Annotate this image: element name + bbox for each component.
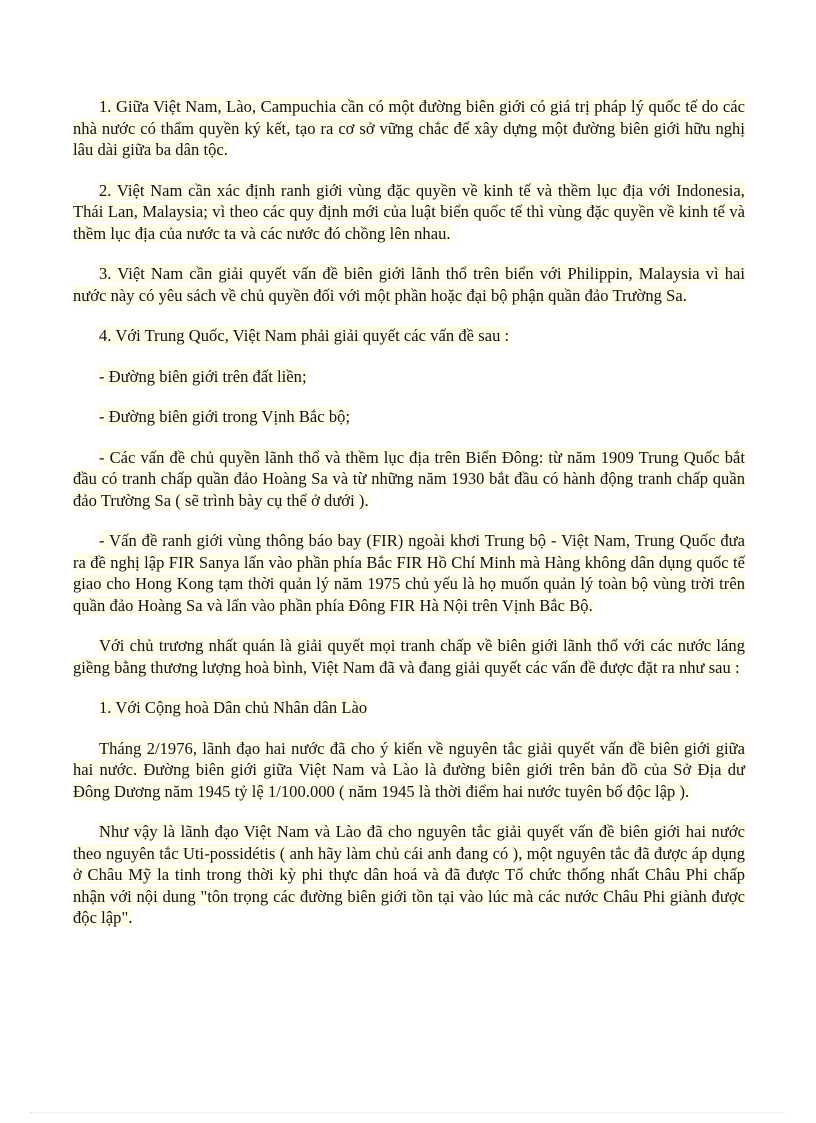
paragraph-12 bbox=[73, 821, 745, 929]
paragraph-11-text: Tháng 2/1976, lãnh đạo hai nước đã cho ý kiến về nguyên tắc giải quyết vấn đề biên giới giữa hai nước. Đường biên giới giữa Việt Nam và Lào là đường biên giới trên bản đồ của Sở Địa dư Đông Dương năm 1945 tỷ lệ 1/100.000 ( năm 1945 là thời điểm hai nước tuyên bố độc lập ). bbox=[73, 738, 745, 801]
paragraph-1-text: 1. Giữa Việt Nam, Lào, Campuchia cần có một đường biên giới có giá trị pháp lý quốc tế do các nhà nước có thẩm quyền ký kết, tạo ra cơ sở vững chắc để xây dựng một đường biên giới hữu nghị lâu dài giữa ba dân tộc. bbox=[73, 97, 745, 159]
paragraph-5 bbox=[73, 366, 745, 388]
paragraph-7-text: - Các vấn đề chủ quyền lãnh thổ và thềm lục địa trên Biển Đông: từ năm 1909 Trung Quốc bắt đầu có tranh chấp quần đảo Hoàng Sa và từ những năm 1930 bắt đầu có hành động tranh chấp quần đảo Trường Sa ( sẽ trình bày cụ thể ở dưới ). bbox=[73, 447, 745, 510]
paragraph-4-text: 4. Với Trung Quốc, Việt Nam phải giải quyết các vấn đề sau : bbox=[99, 326, 510, 345]
paragraph-2 bbox=[73, 180, 745, 245]
paragraph-11 bbox=[73, 738, 745, 803]
paragraph-7 bbox=[73, 447, 745, 512]
paragraph-5-text: - Đường biên giới trên đất liền; bbox=[99, 366, 307, 386]
paragraph-4 bbox=[73, 325, 745, 347]
paragraph-1 bbox=[73, 96, 745, 161]
page-bottom-divider bbox=[30, 1112, 786, 1113]
paragraph-8-text: - Vấn đề ranh giới vùng thông báo bay (FIR) ngoài khơi Trung bộ - Việt Nam, Trung Quốc đưa ra đề nghị lập FIR Sanya lấn vào phần phía Bắc FIR Hồ Chí Minh mà Hàng không dân dụng quốc tế giao cho Hong Kong tạm thời quản lý năm 1975 chủ yếu là họ muốn quản lý toàn bộ vùng trời trên quần đảo Hoàng Sa và lấn vào phần phía Đông FIR Hà Nội trên Vịnh Bắc Bộ. bbox=[73, 531, 745, 615]
paragraph-6 bbox=[73, 406, 745, 428]
paragraph-9-text: Với chủ trương nhất quán là giải quyết mọi tranh chấp về biên giới lãnh thổ với các nước láng giềng bằng thương lượng hoà bình, Việt Nam đã và đang giải quyết các vấn đề được đặt ra như sau : bbox=[73, 636, 745, 677]
paragraph-12-text: Như vậy là lãnh đạo Việt Nam và Lào đã cho nguyên tắc giải quyết vấn đề biên giới hai nước theo nguyên tắc Uti-possidétis ( anh hãy làm chủ cái anh đang có ), một nguyên tắc đã được áp dụng ở Châu Mỹ la tinh trong thời kỳ phi thực dân hoá và đã được Tổ chức thống nhất Châu Phi chấp nhận với nội dung "tôn trọng các đường biên giới tồn tại vào lúc mà các nước Châu Phi giành được độc lập". bbox=[73, 822, 745, 927]
paragraph-6-text: - Đường biên giới trong Vịnh Bắc bộ; bbox=[99, 407, 351, 426]
paragraph-3-text: 3. Việt Nam cần giải quyết vấn đề biên giới lãnh thổ trên biển với Philippin, Malaysia vì hai nước này có yêu sách về chủ quyền đối với một phần hoặc đại bộ phận quần đảo Trường Sa. bbox=[73, 264, 745, 305]
paragraph-9 bbox=[73, 635, 745, 678]
paragraph-10 bbox=[73, 697, 745, 719]
paragraph-8 bbox=[73, 530, 745, 616]
paragraph-2-text: 2. Việt Nam cần xác định ranh giới vùng đặc quyền về kinh tế và thềm lục địa với Indonesia, Thái Lan, Malaysia; vì theo các quy định mới của luật biển quốc tế thì vùng đặc quyền về kinh tế và thềm lục địa của nước ta và các nước đó chồng lên nhau. bbox=[73, 180, 745, 243]
paragraph-10-text: 1. Với Cộng hoà Dân chủ Nhân dân Lào bbox=[99, 698, 368, 717]
paragraph-3 bbox=[73, 263, 745, 306]
document-body bbox=[73, 96, 745, 948]
